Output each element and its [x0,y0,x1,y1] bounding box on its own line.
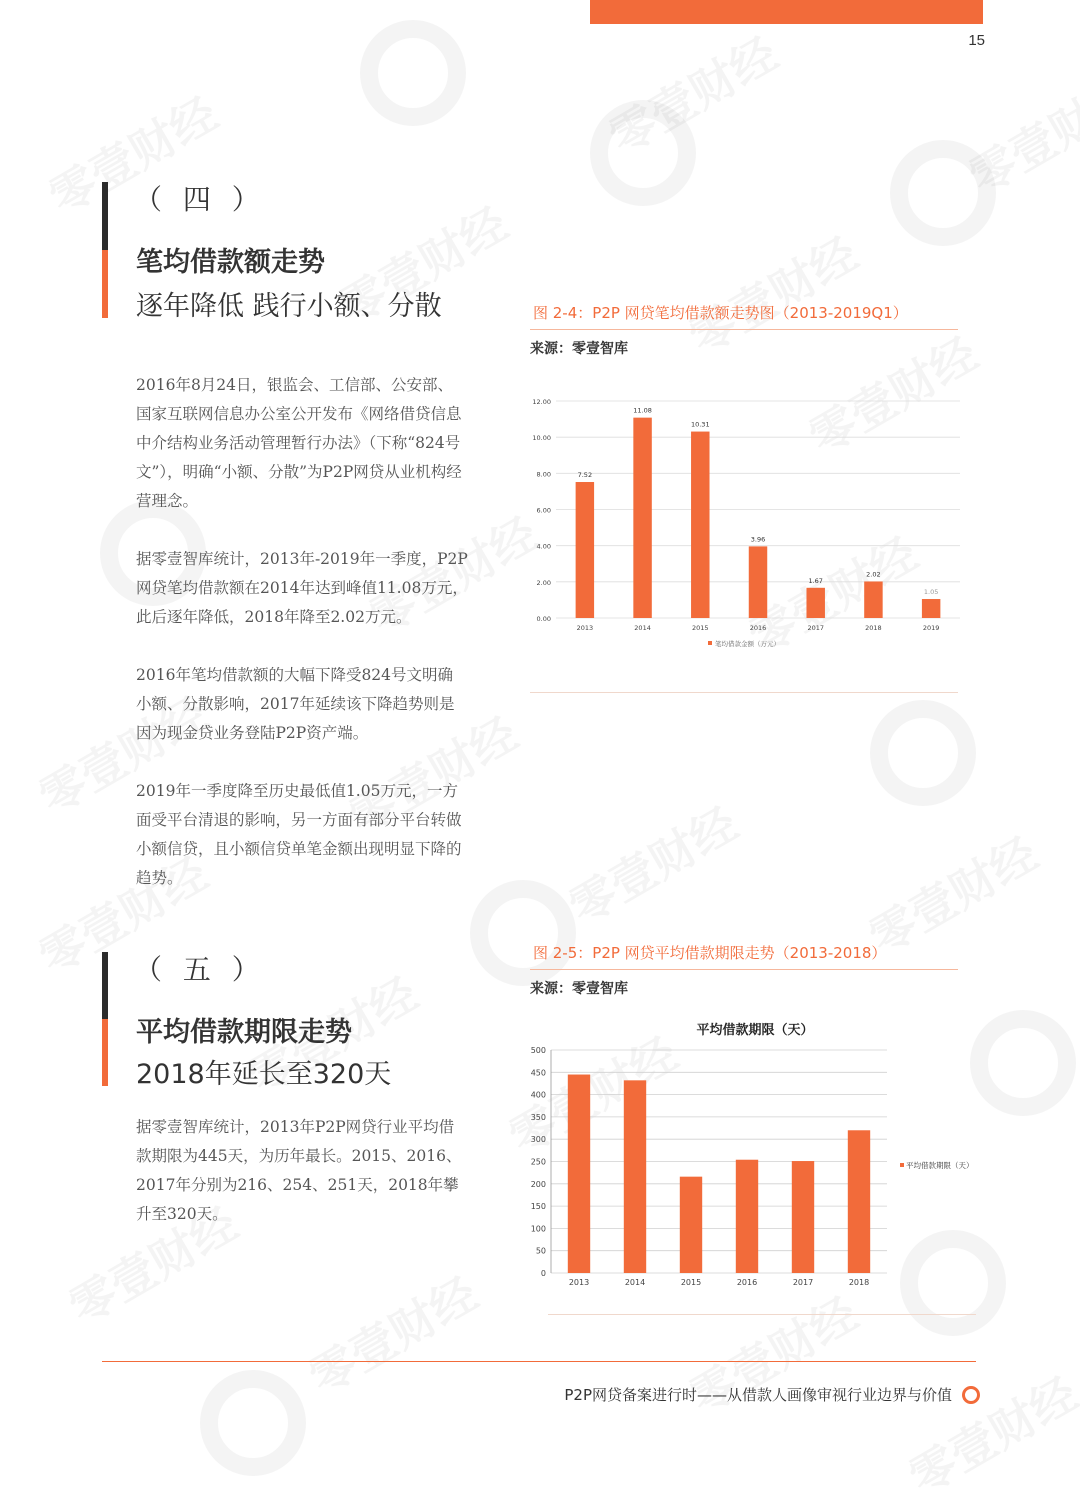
gridlines [551,1050,887,1273]
section-accent-bar [102,952,108,1086]
x-tick-label: 2014 [624,1278,646,1287]
watermark-logo-icon [590,100,696,206]
section-number: （ 五 ） [134,953,266,986]
y-tick-label: 0.00 [536,615,551,623]
figure-bottom-rule [530,692,958,693]
bar [749,546,767,618]
chart-avg-loan-amount [525,390,965,655]
watermark-text [556,788,748,937]
paragraph: 2016年笔均借款额的大幅下降受824号文明确小额、分散影响，2017年延续该下降趋势则是因为现金贷业务登陆P2P资产端。 [136,666,455,742]
figure-title-rule [530,329,958,330]
y-tick-label: 100 [530,1224,546,1234]
legend [900,1160,974,1170]
data-label: 10.31 [690,420,710,429]
y-tick-label: 10.00 [532,434,551,443]
bar [568,1075,590,1273]
x-tick-label: 2015 [680,1278,702,1287]
legend [708,639,780,648]
y-tick-label: 300 [530,1135,546,1145]
bar [576,482,594,618]
x-tick-label: 2017 [807,624,824,632]
figure-title-rule [530,969,958,970]
bars [568,1075,870,1273]
y-axis-ticks [532,398,551,623]
data-label: 11.08 [633,406,652,415]
y-tick-label: 500 [530,1046,546,1055]
y-tick-label: 450 [530,1068,546,1078]
paragraph: 据零壹智库统计，2013年-2019年一季度，P2P网贷笔均借款额在2014年达到峰值11.08万元，此后逐年降低，2018年降至2.02万元。 [136,550,468,626]
y-tick-label: 50 [535,1246,546,1256]
legend-swatch [900,1163,904,1167]
x-tick-label: 2014 [634,624,651,632]
y-tick-label: 4.00 [536,542,551,551]
watermark-logo-icon [970,1010,1076,1116]
section-title: 笔均借款额走势 [136,247,325,278]
figure-bottom-rule [548,1314,976,1315]
legend-swatch [708,641,712,645]
watermark-logo-icon [200,1370,306,1476]
page-number: 15 [968,32,985,49]
bars [576,418,941,618]
bar [736,1160,758,1273]
watermark-logo-icon [470,880,576,986]
x-tick-label: 2013 [576,624,594,632]
y-tick-label: 200 [530,1179,546,1189]
data-label: 3.96 [750,535,766,544]
watermark-logo-icon [360,20,466,126]
figure-source: 来源：零壹智库 [530,341,628,357]
bar [792,1161,814,1273]
bar [691,432,709,618]
bar [624,1080,646,1273]
chart-avg-loan-term [520,1015,980,1295]
y-axis-ticks [531,1046,546,1278]
figure-title: 图 2-4：P2P 网贷笔均借款额走势图（2013-2019Q1） [533,304,908,322]
legend-label: 平均借款期限（天） [906,1161,974,1170]
watermark-logo-icon [870,700,976,806]
brand-logo-icon [962,1386,980,1404]
bar [680,1177,702,1273]
y-tick-label: 0 [540,1269,546,1278]
bar [633,418,651,618]
section-accent-bar [102,182,108,318]
section-subtitle: 逐年降低 践行小额、分散 [136,291,442,322]
y-tick-label: 6.00 [536,506,551,515]
footer-rule [102,1361,976,1362]
bar [922,599,940,618]
watermark-text [296,1258,488,1407]
x-tick-label: 2015 [692,624,709,632]
section-number: （ 四 ） [134,183,266,216]
paragraph: 2019年一季度降至历史最低值1.05万元，一方面受平台清退的影响，另一方面有部分平台转做小额信贷，且小额信贷单笔金额出现明显下降的趋势。 [136,782,462,887]
figure-source: 来源：零壹智库 [530,981,628,997]
x-tick-label: 2016 [736,1278,758,1287]
y-tick-label: 250 [530,1157,546,1167]
paragraph: 2016年8月24日，银监会、工信部、公安部、国家互联网信息办公室公开发布《网络借贷信息中介结构业务活动管理暂行办法》（下称“824号文”），明确“小额、分散”为P2P网贷从业机构经营理念。 [136,376,462,510]
watermark-text [676,1278,868,1427]
data-label: 1.05 [923,588,939,597]
x-tick-label: 2013 [568,1278,590,1287]
x-tick-label: 2018 [848,1278,870,1287]
y-tick-label: 2.00 [536,578,551,587]
data-label: 7.52 [577,471,593,480]
section-subtitle: 2018年延长至320天 [136,1059,392,1090]
watermark-logo-icon [890,140,996,246]
y-tick-label: 150 [530,1202,546,1212]
x-axis-ticks [569,1278,869,1287]
watermark-text [676,218,868,367]
legend-label: 笔均借款金额（万元） [715,640,780,648]
section-title: 平均借款期限走势 [136,1017,352,1048]
watermark-text [896,1358,1080,1507]
chart-title: 平均借款期限（天） [696,1023,814,1038]
bar [806,588,824,618]
watermark-text [956,58,1080,207]
watermark-text [596,18,788,167]
x-tick-label: 2019 [922,624,940,632]
y-tick-label: 12.00 [532,398,551,406]
y-tick-label: 400 [530,1090,546,1100]
figure-title: 图 2-5：P2P 网贷平均借款期限走势（2013-2018） [533,944,887,962]
data-label: 2.02 [866,570,881,579]
y-tick-label: 350 [530,1112,546,1122]
footer-title: P2P网贷备案进行时——从借款人画像审视行业边界与价值 [564,1386,952,1404]
bar [848,1130,870,1273]
x-tick-label: 2018 [865,624,882,632]
data-label: 1.67 [808,576,823,585]
y-tick-label: 8.00 [536,470,551,479]
paragraph: 据零壹智库统计，2013年P2P网贷行业平均借款期限为445天，为历年最长。2015、2016、2017年分别为216、254、251天，2018年攀升至320天。 [136,1118,462,1223]
bar [864,581,882,618]
x-tick-label: 2016 [749,624,767,632]
x-axis-ticks [577,624,940,632]
header-accent-bar [590,0,983,24]
x-tick-label: 2017 [792,1278,814,1287]
